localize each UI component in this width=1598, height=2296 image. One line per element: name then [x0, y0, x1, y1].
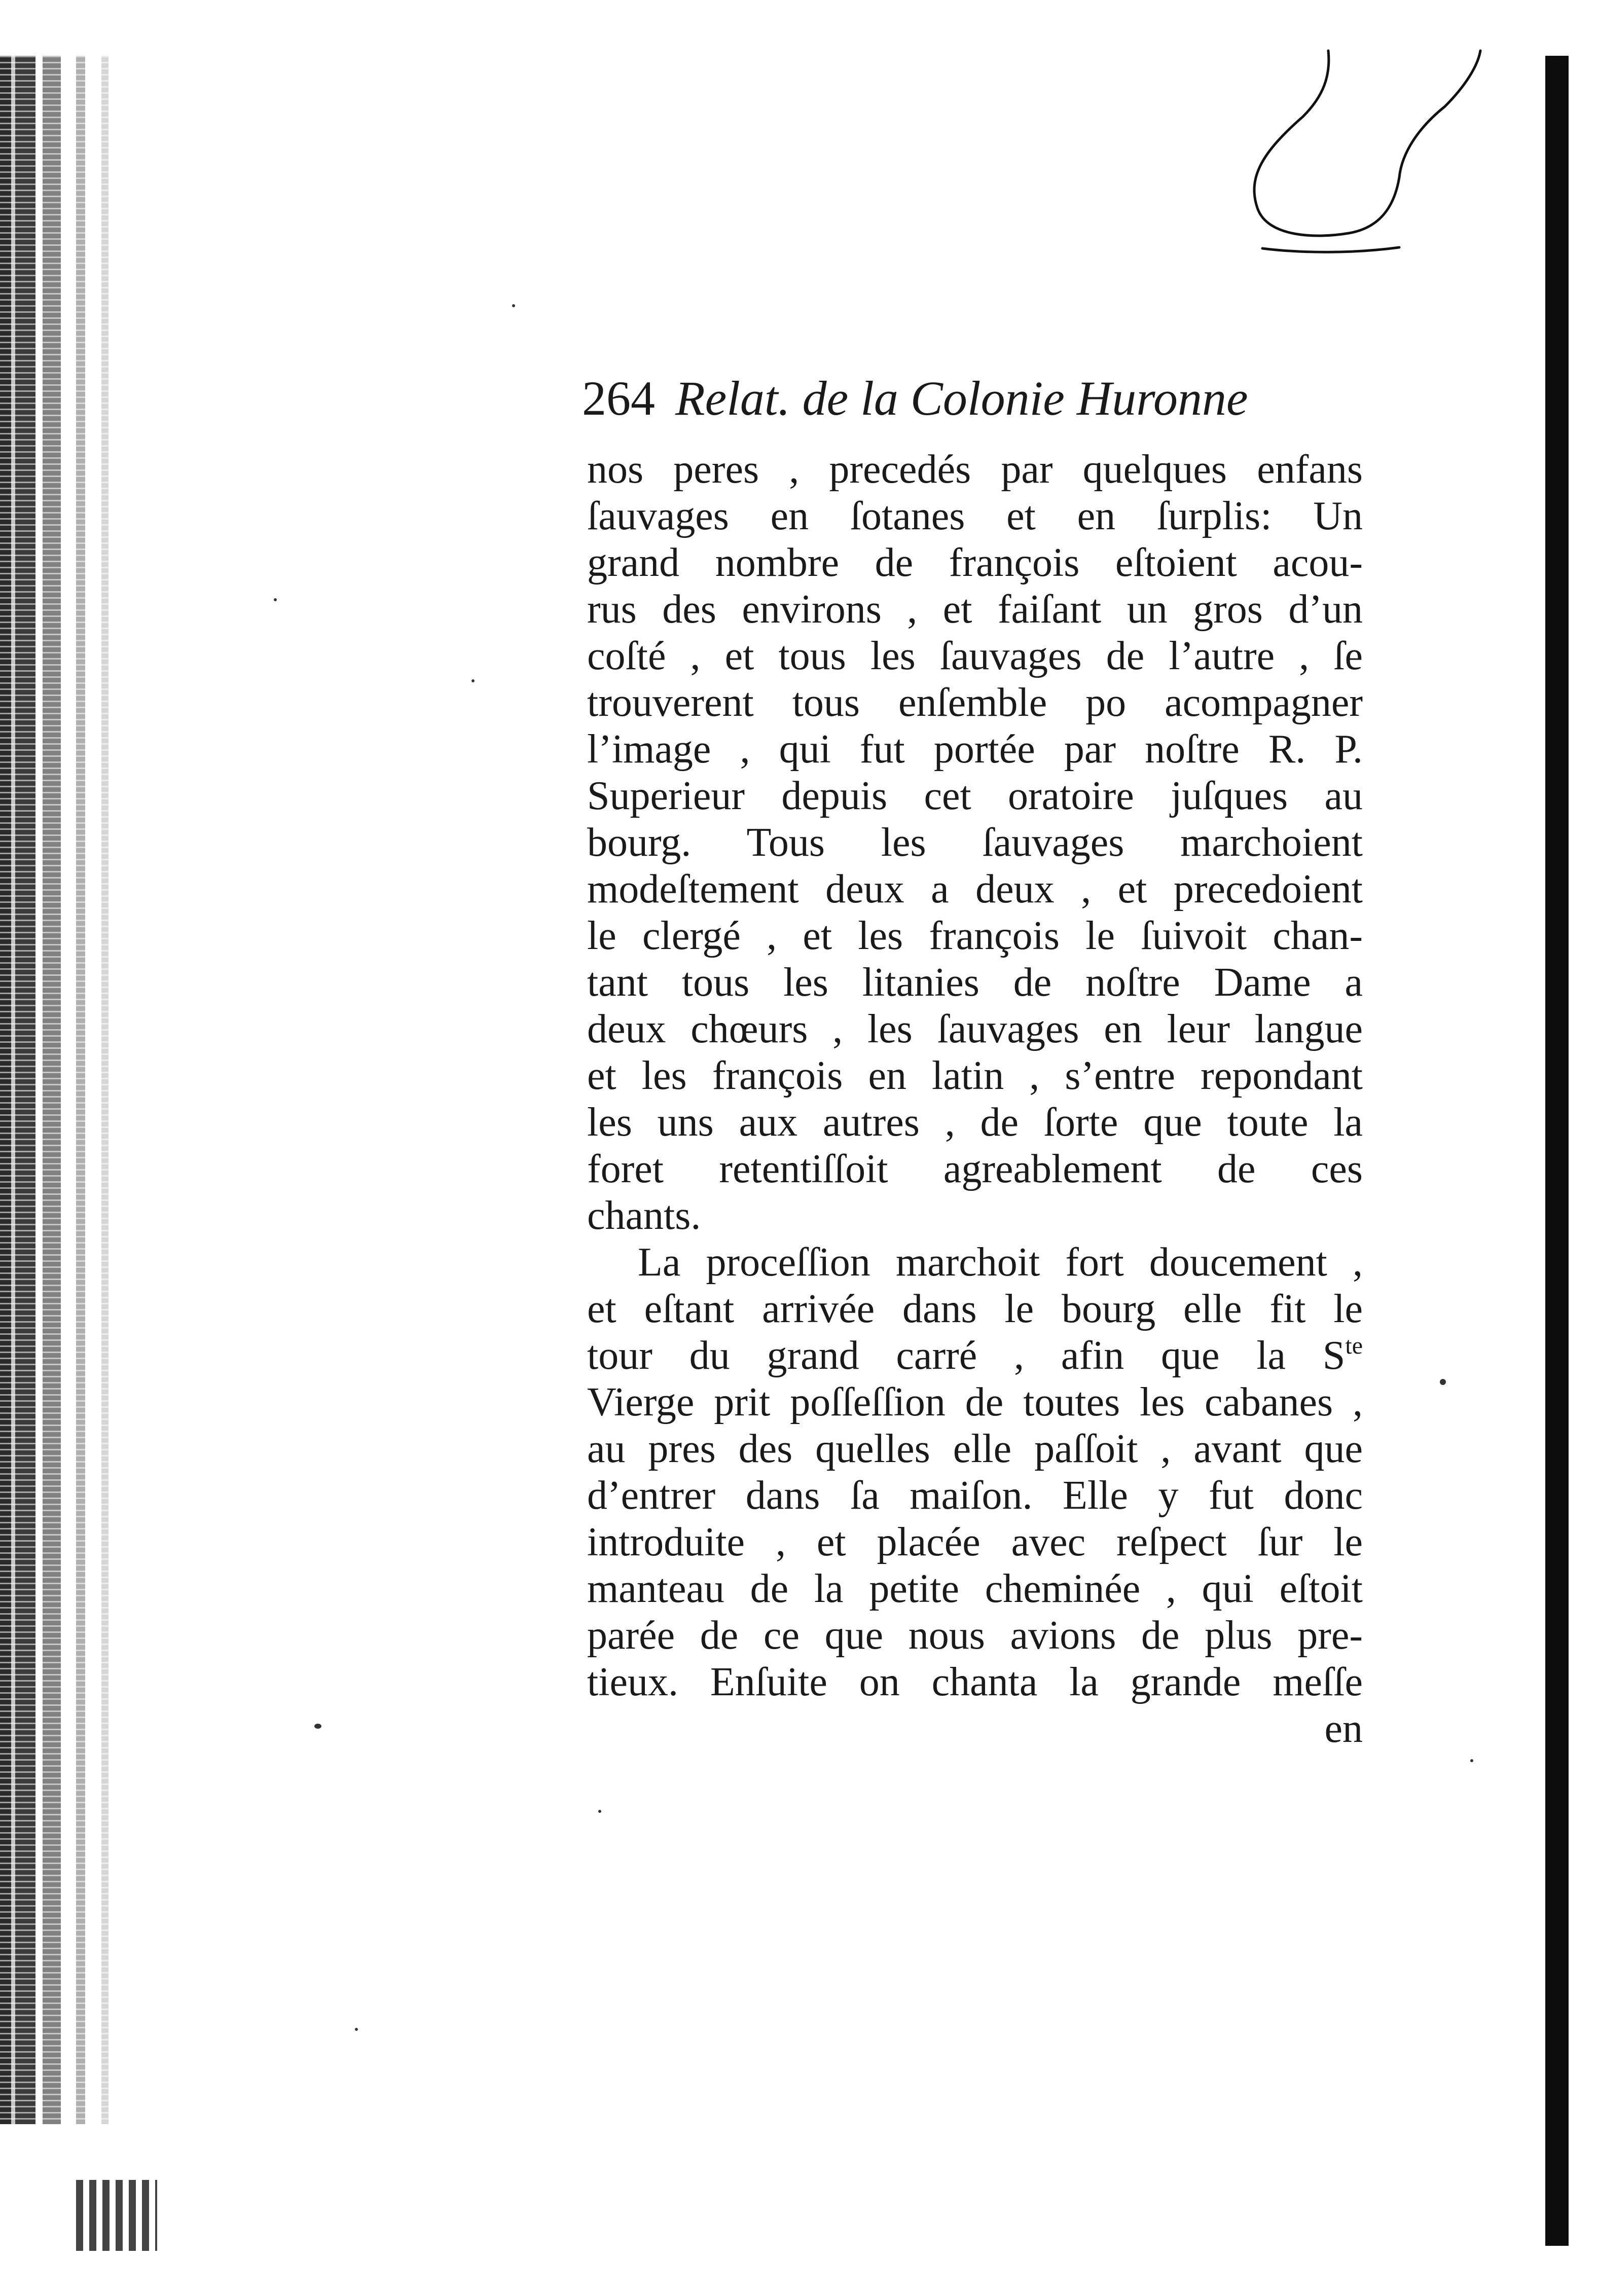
text-line: grand nombre de françois eſtoient acou-: [587, 540, 1363, 585]
text-line: l’image , qui fut portée par noſtre R. P.: [587, 727, 1363, 772]
text-line: tant tous les litanies de noſtre Dame a: [587, 960, 1363, 1005]
catchword: en: [1324, 1706, 1363, 1751]
scan-gutter-noise: [0, 56, 172, 2124]
text-line: deux chœurs , les ſauvages en leur langue: [587, 1007, 1363, 1051]
body-text: [587, 446, 1363, 1752]
scan-speck: [274, 598, 277, 601]
text-line-with-superscript: [587, 1332, 1363, 1379]
text-line: Vierge prit poſſeſſion de toutes les cabanes ,: [587, 1380, 1363, 1425]
running-head-title: Relat. de la Colonie Huronne: [675, 371, 1248, 425]
text-line: et les françois en latin , s’entre repondant: [587, 1053, 1363, 1098]
text-line: tieux. Enſuite on chanta la grande meſſe: [587, 1660, 1363, 1704]
text-line: les uns aux autres , de ſorte que toute la: [587, 1100, 1363, 1145]
handwritten-mark: [1227, 46, 1491, 279]
running-head: [582, 363, 1353, 434]
text-line: coſté , et tous les ſauvages de l’autre , ſe: [587, 634, 1363, 678]
scan-gutter-fragment: [76, 2180, 157, 2251]
text-line: d’entrer dans ſa maiſon. Elle y fut donc: [587, 1473, 1363, 1518]
text-line-main: tour du grand carré , afin que la S: [587, 1333, 1346, 1378]
scan-speck: [512, 304, 515, 307]
scan-speck: [1440, 1379, 1446, 1385]
text-line: parée de ce que nous avions de plus pre-: [587, 1613, 1363, 1658]
superscript-abbrev: te: [1345, 1332, 1363, 1359]
text-line: Superieur depuis cet oratoire juſques au: [587, 774, 1363, 818]
text-line: bourg. Tous les ſauvages marchoient: [587, 820, 1363, 865]
scan-right-border: [1545, 56, 1569, 2246]
text-line: rus des environs , et faiſant un gros d’un: [587, 587, 1363, 632]
scan-speck: [314, 1724, 321, 1729]
text-line: trouverent tous enſemble po acompagner: [587, 680, 1363, 725]
text-line: au pres des quelles elle paſſoit , avant que: [587, 1427, 1363, 1471]
scan-speck: [471, 679, 475, 682]
scan-speck: [598, 1810, 601, 1813]
text-line: nos peres , precedés par quelques enfans: [587, 447, 1363, 492]
text-line: ſauvages en ſotanes et en ſurplis: Un: [587, 494, 1363, 538]
text-line: introduite , et placée avec reſpect ſur le: [587, 1520, 1363, 1564]
text-line: foret retentiſſoit agreablement de ces: [587, 1147, 1363, 1191]
page-number: 264: [582, 371, 655, 425]
text-line-paragraph-start: La proceſſion marchoit fort doucement ,: [638, 1240, 1363, 1285]
text-line-paragraph-end: chants.: [587, 1193, 701, 1238]
text-line: et eſtant arrivée dans le bourg elle fit le: [587, 1287, 1363, 1331]
scan-speck: [355, 2028, 358, 2031]
text-line: le clergé , et les françois le ſuivoit chan-: [587, 914, 1363, 958]
text-line: manteau de la petite cheminée , qui eſtoit: [587, 1566, 1363, 1611]
scan-speck: [1470, 1759, 1473, 1762]
text-line: modeſtement deux a deux , et precedoient: [587, 867, 1363, 912]
